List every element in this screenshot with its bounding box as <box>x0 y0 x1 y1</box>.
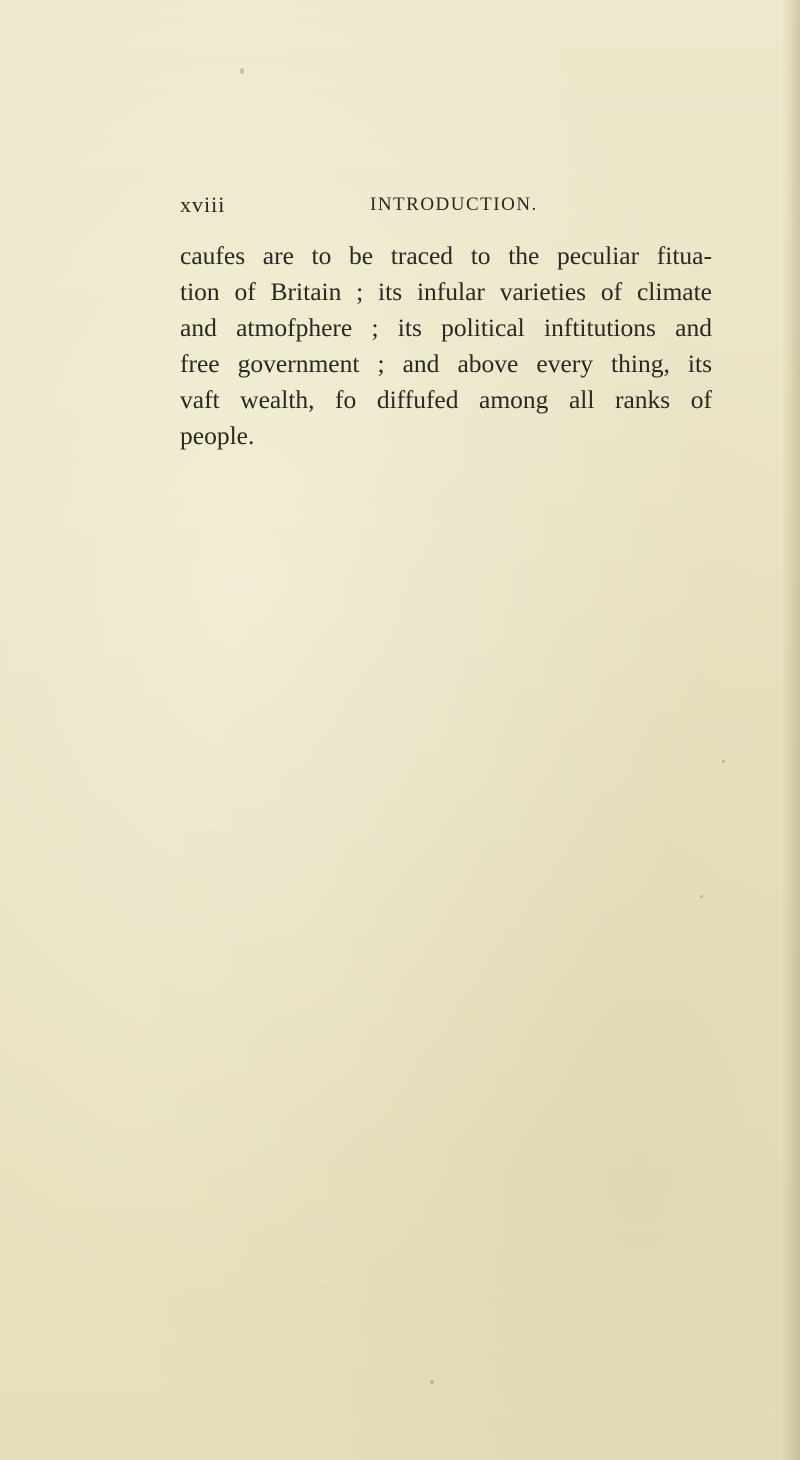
body-paragraph <box>180 238 712 454</box>
page-edge-shadow <box>782 0 800 1460</box>
text-line: people. <box>180 421 255 450</box>
paper-speck <box>240 68 244 74</box>
text-line: vaft wealth, fo diffufed among all ranks of <box>180 385 712 414</box>
paper-speck <box>722 760 725 763</box>
page-number: xviii <box>180 192 226 217</box>
paper-speck <box>700 895 703 898</box>
running-head: INTRODUCTION. <box>370 194 538 215</box>
page-header <box>180 192 720 222</box>
text-line: tion of Britain ; its infular varieties of climate <box>180 277 712 306</box>
text-line: free government ; and above every thing, its <box>180 349 712 378</box>
paper-speck <box>430 1380 434 1384</box>
text-line: caufes are to be traced to the peculiar fitua- <box>180 241 712 270</box>
text-line: and atmofphere ; its political inftitutions and <box>180 313 712 342</box>
